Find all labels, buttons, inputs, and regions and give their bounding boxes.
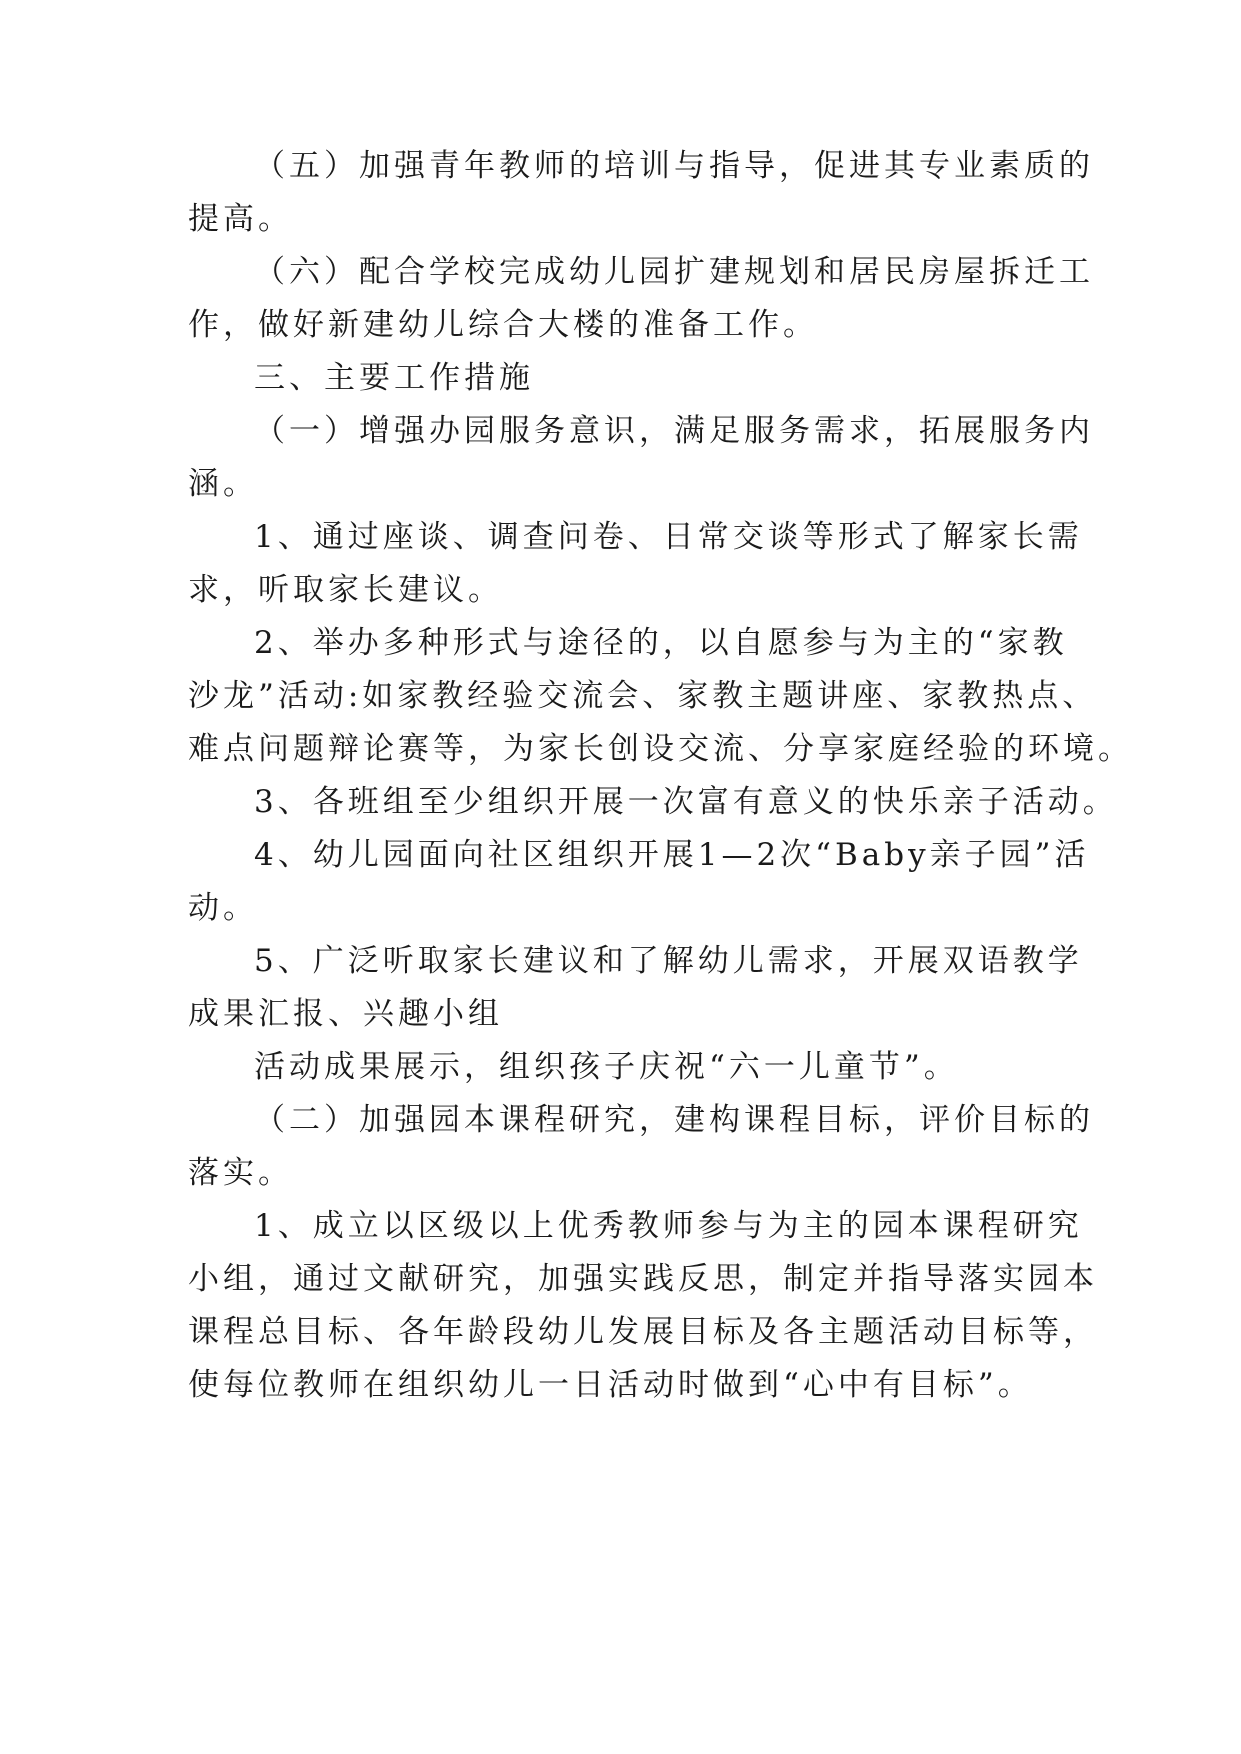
paragraph-line: 动。	[188, 890, 258, 926]
paragraph-line: 成果汇报、兴趣小组	[188, 996, 503, 1032]
section-heading: 三、主要工作措施	[254, 360, 534, 396]
paragraph-line: （五）加强青年教师的培训与指导，促进其专业素质的	[254, 148, 1094, 184]
paragraph-line: 落实。	[188, 1155, 293, 1191]
paragraph-line: 1、成立以区级以上优秀教师参与为主的园本课程研究	[254, 1208, 1083, 1244]
paragraph-line: （六）配合学校完成幼儿园扩建规划和居民房屋拆迁工	[254, 254, 1094, 290]
paragraph-line: 活动成果展示，组织孩子庆祝“六一儿童节”。	[254, 1049, 959, 1085]
paragraph-line: 5、广泛听取家长建议和了解幼儿需求，开展双语教学	[254, 943, 1083, 979]
paragraph-line: 2、举办多种形式与途径的，以自愿参与为主的“家教	[254, 625, 1068, 661]
paragraph-line: （一）增强办园服务意识，满足服务需求，拓展服务内	[254, 413, 1094, 449]
paragraph-line: 小组，通过文献研究，加强实践反思，制定并指导落实园本	[188, 1261, 1098, 1297]
paragraph-line: 提高。	[188, 201, 293, 237]
paragraph-line: 作，做好新建幼儿综合大楼的准备工作。	[188, 307, 818, 343]
paragraph-line: 3、各班组至少组织开展一次富有意义的快乐亲子活动。	[254, 784, 1118, 820]
paragraph-line: 使每位教师在组织幼儿一日活动时做到“心中有目标”。	[188, 1367, 1033, 1403]
paragraph-line: 求，听取家长建议。	[188, 572, 503, 608]
paragraph-line: 课程总目标、各年龄段幼儿发展目标及各主题活动目标等，	[188, 1314, 1098, 1350]
paragraph-line: 4、幼儿园面向社区组织开展1—2次“Baby亲子园”活	[254, 837, 1090, 873]
paragraph-line: 涵。	[188, 466, 258, 502]
paragraph-line: （二）加强园本课程研究，建构课程目标，评价目标的	[254, 1102, 1094, 1138]
paragraph-line: 沙龙”活动:如家教经验交流会、家教主题讲座、家教热点、	[188, 678, 1098, 714]
paragraph-line: 难点问题辩论赛等，为家长创设交流、分享家庭经验的环境。	[188, 731, 1133, 767]
paragraph-line: 1、通过座谈、调查问卷、日常交谈等形式了解家长需	[254, 519, 1083, 555]
